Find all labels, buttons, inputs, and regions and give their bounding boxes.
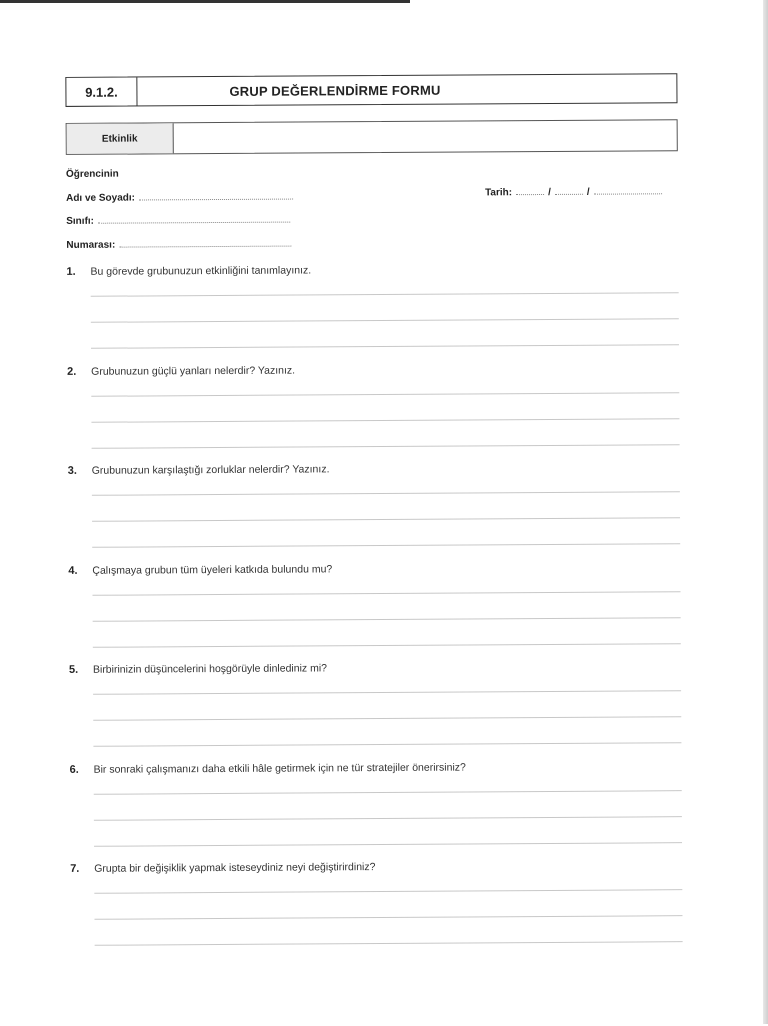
question-number: 4. xyxy=(68,564,78,577)
question-number: 3. xyxy=(67,464,77,477)
answer-line[interactable] xyxy=(91,292,679,297)
activity-label: Etkinlik xyxy=(67,123,174,154)
question-number: 5. xyxy=(68,663,79,676)
answer-line[interactable] xyxy=(93,690,681,695)
activity-box xyxy=(66,119,678,155)
question-text: Çalışmaya grubun tüm üyeleri katkıda bulundu mu? xyxy=(92,563,333,577)
date-separator: / xyxy=(548,186,551,198)
question-number: 7. xyxy=(70,862,80,875)
activity-field[interactable] xyxy=(174,120,677,153)
number-field[interactable] xyxy=(119,245,291,248)
class-field[interactable] xyxy=(98,221,290,224)
answer-line[interactable] xyxy=(94,915,682,920)
class-label: Sınıfı: xyxy=(66,215,95,227)
form-header xyxy=(65,73,677,107)
answer-line[interactable] xyxy=(94,889,682,894)
date-separator: / xyxy=(586,186,590,198)
form-title: GRUP DEĞERLENDİRME FORMU xyxy=(229,82,441,99)
name-field[interactable] xyxy=(139,198,293,201)
date-label: Tarih: xyxy=(485,187,513,199)
question-text: Birbirinizin düşüncelerini hoşgörüyle dinlediniz mi? xyxy=(92,662,328,676)
answer-line[interactable] xyxy=(92,444,680,449)
answer-line[interactable] xyxy=(93,716,681,721)
student-heading: Öğrencinin xyxy=(65,168,119,180)
class-row xyxy=(66,215,290,227)
question-number: 2. xyxy=(67,365,77,378)
name-label: Adı ve Soyadı: xyxy=(66,192,136,204)
question-number: 1. xyxy=(66,265,76,278)
answer-line[interactable] xyxy=(95,941,683,946)
answer-line[interactable] xyxy=(92,543,680,548)
answer-line[interactable] xyxy=(93,742,681,747)
answer-line[interactable] xyxy=(91,344,679,349)
answer-line[interactable] xyxy=(93,591,681,596)
answer-line[interactable] xyxy=(91,318,679,323)
student-heading-row xyxy=(66,169,119,180)
answer-line[interactable] xyxy=(92,517,680,522)
answer-line[interactable] xyxy=(91,418,679,423)
date-month-field[interactable] xyxy=(555,193,583,195)
question-number: 6. xyxy=(69,763,79,776)
date-row xyxy=(485,186,662,198)
question-text: Grubunuzun güçlü yanları nelerdir? Yazınız. xyxy=(91,364,296,378)
question-text: Bu görevde grubunuzun etkinliğini tanımlayınız. xyxy=(90,264,312,278)
answer-line[interactable] xyxy=(94,816,682,821)
answer-line[interactable] xyxy=(93,617,681,622)
answer-line[interactable] xyxy=(94,842,682,847)
answer-line[interactable] xyxy=(91,392,679,397)
question-text: Grupta bir değişiklik yapmak isteseydiniz neyi değiştirirdiniz? xyxy=(94,861,376,875)
answer-line[interactable] xyxy=(93,643,681,648)
answer-line[interactable] xyxy=(94,790,682,795)
date-year-field[interactable] xyxy=(594,192,662,194)
question-text: Grubunuzun karşılaştığı zorluklar nelerdir? Yazınız. xyxy=(91,463,330,477)
number-label: Numarası: xyxy=(66,239,116,251)
name-row xyxy=(66,192,293,204)
number-row xyxy=(66,239,291,251)
question-text: Bir sonraki çalışmanızı daha etkili hâle getirmek için ne tür stratejiler önerirsiniz? xyxy=(93,761,466,776)
form-code: 9.1.2. xyxy=(66,77,137,105)
date-day-field[interactable] xyxy=(516,193,544,195)
answer-line[interactable] xyxy=(92,491,680,496)
